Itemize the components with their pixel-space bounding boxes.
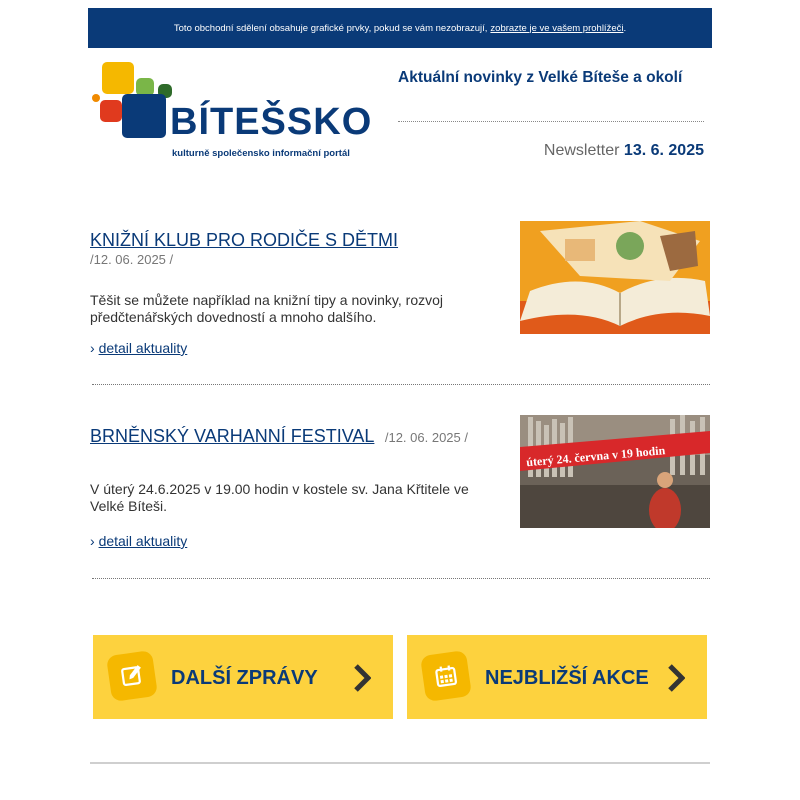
article-text: Těšit se můžete například na knižní tipy a novinky, rozvoj předčtenářských dovedností a mnoho dalšího. xyxy=(90,292,444,325)
logo-square-blue xyxy=(122,94,166,138)
article-divider xyxy=(92,578,710,579)
logo-subtitle: kulturně společensko informační portál xyxy=(172,148,350,159)
chevron-right-icon xyxy=(353,664,371,697)
more-news-label: DALŠÍ ZPRÁVY xyxy=(171,667,318,689)
tagline-divider xyxy=(398,121,704,122)
logo-square-orange xyxy=(92,94,100,102)
tagline: Aktuální novinky z Velké Bíteše a okolí xyxy=(398,69,683,86)
chevron-right-icon xyxy=(667,664,685,697)
article-title-link[interactable]: KNIŽNÍ KLUB PRO RODIČE S DĚTMI xyxy=(90,230,399,250)
link-chevron-icon: › xyxy=(90,533,95,549)
edit-icon xyxy=(106,650,158,702)
article-image-book[interactable] xyxy=(520,221,710,334)
article-detail-link[interactable] xyxy=(90,340,187,356)
more-news-button[interactable] xyxy=(93,635,393,719)
upcoming-events-label: NEJBLIŽŠÍ AKCE xyxy=(485,667,649,689)
logo-square-yellow xyxy=(102,62,134,94)
newsletter-label: Newsletter xyxy=(543,142,620,159)
article-title-link[interactable]: BRNĚNSKÝ VARHANNÍ FESTIVAL xyxy=(90,426,375,446)
footer-divider xyxy=(90,762,710,764)
notice-end: . xyxy=(623,22,627,34)
newsletter-date-line xyxy=(544,142,704,160)
article-item xyxy=(90,221,710,361)
newsletter-date: 13. 6. 2025 xyxy=(623,142,704,159)
bitessko-logo[interactable] xyxy=(92,62,373,162)
article-date: /12. 06. 2025 / xyxy=(90,252,174,267)
calendar-icon xyxy=(420,650,472,702)
article-detail-link-label: detail aktuality xyxy=(98,533,188,549)
logo-title: BÍTEŠSKO xyxy=(170,101,373,143)
article-date: /12. 06. 2025 / xyxy=(384,430,468,445)
article-image-organ[interactable] xyxy=(520,415,710,528)
article-text: V úterý 24.6.2025 v 19.00 hodin v kostele sv. Jana Křtitele ve Velké Bíteši. xyxy=(90,481,469,514)
article-divider xyxy=(92,384,710,385)
link-chevron-icon: › xyxy=(90,340,95,356)
article-detail-link-label: detail aktuality xyxy=(98,340,188,356)
upcoming-events-button[interactable] xyxy=(407,635,707,719)
view-in-browser-link[interactable]: zobrazte je ve vašem prohlížeči xyxy=(490,22,624,34)
image-banner-text: úterý 24. června v 19 hodin xyxy=(525,443,666,470)
article-detail-link[interactable] xyxy=(90,533,187,549)
notice-bar xyxy=(88,8,712,48)
notice-text: Toto obchodní sdělení obsahuje grafické prvky, pokud se vám nezobrazují, xyxy=(173,22,488,34)
article-item xyxy=(90,415,710,555)
logo-square-red xyxy=(100,100,122,122)
